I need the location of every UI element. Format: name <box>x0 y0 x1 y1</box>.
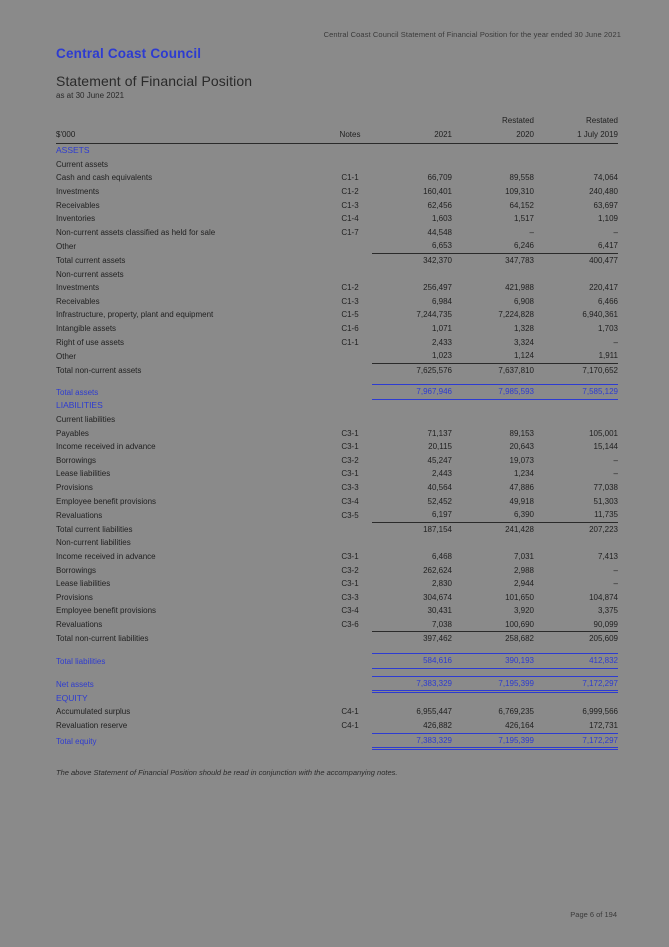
total-current-assets-row: Total current assets 342,370 347,783 400,477 <box>56 253 618 267</box>
table-row: Payables C3-1 71,137 89,153 105,001 <box>56 428 618 438</box>
header-blank-notes <box>328 114 372 128</box>
page-number: Page 6 of 194 <box>570 910 617 919</box>
total-equity-row: Total equity 7,383,329 7,195,399 7,172,297 <box>56 733 618 749</box>
header-notes: Notes <box>339 129 361 139</box>
organisation-name: Central Coast Council <box>56 46 202 61</box>
table-row: Intangible assets C1-6 1,071 1,328 1,703 <box>56 323 618 333</box>
table-row: Infrastructure, property, plant and equipment C1-5 7,244,735 7,224,828 6,940,361 <box>56 310 618 320</box>
total-non-current-liabilities-row: Total non-current liabilities 397,462 258,682 205,609 <box>56 632 618 646</box>
header-units: $'000 <box>56 129 76 139</box>
table-row: Inventories C1-4 1,603 1,517 1,109 <box>56 214 618 224</box>
table-row: Investments C1-2 160,401 109,310 240,480 <box>56 186 618 196</box>
table-header-restated-row <box>56 114 618 128</box>
running-header: Central Coast Council Statement of Financial Position for the year ended 30 June 2021 <box>323 30 621 39</box>
table-row: Income received in advance C3-1 20,115 20,643 15,144 <box>56 442 618 452</box>
net-assets-row: Net assets 7,383,329 7,195,399 7,172,297 <box>56 676 618 692</box>
table-row: Other 6,653 6,246 6,417 <box>56 241 618 251</box>
group-title-current-assets: Current assets <box>56 159 109 169</box>
page-content <box>56 46 618 777</box>
table-row: Borrowings C3-2 45,247 19,073 – <box>56 455 618 465</box>
total-current-liabilities-row: Total current liabilities 187,154 241,428 207,223 <box>56 522 618 536</box>
section-title-equity: EQUITY <box>56 692 88 703</box>
header-blank <box>56 114 328 128</box>
table-row: Investments C1-2 256,497 421,988 220,417 <box>56 283 618 293</box>
financial-position-table <box>56 114 618 750</box>
group-title-non-current-assets: Non-current assets <box>56 269 124 279</box>
table-row: Receivables C1-3 6,984 6,908 6,466 <box>56 296 618 306</box>
group-title-current-liabilities: Current liabilities <box>56 414 116 424</box>
page-title: Statement of Financial Position <box>56 73 253 89</box>
table-row: Revaluations C3-5 6,197 6,390 11,735 <box>56 510 618 520</box>
table-row: Accumulated surplus C4-1 6,955,447 6,769,235 6,999,566 <box>56 707 618 717</box>
footnote: The above Statement of Financial Position should be read in conjunction with the accompanying notes. <box>56 768 398 778</box>
table-row: Employee benefit provisions C3-4 52,452 49,918 51,303 <box>56 496 618 506</box>
total-assets-row: Total assets 7,967,946 7,985,593 7,585,129 <box>56 385 618 400</box>
total-liabilities-row: Total liabilities 584,616 390,193 412,832 <box>56 654 618 669</box>
total-non-current-assets-row: Total non-current assets 7,625,576 7,637,810 7,170,652 <box>56 363 618 377</box>
table-row: Revaluation reserve C4-1 426,882 426,164 172,731 <box>56 720 618 731</box>
section-title-liabilities: LIABILITIES <box>56 400 103 411</box>
group-title-non-current-liabilities: Non-current liabilities <box>56 538 131 548</box>
header-col-2019: 1 July 2019 <box>577 129 618 139</box>
table-row: Provisions C3-3 304,674 101,650 104,874 <box>56 592 618 602</box>
table-row: Borrowings C3-2 262,624 2,988 – <box>56 565 618 575</box>
table-row: Income received in advance C3-1 6,468 7,031 7,413 <box>56 551 618 561</box>
table-header-row <box>56 128 618 142</box>
header-restated-2019: Restated <box>585 116 618 125</box>
section-title-assets: ASSETS <box>56 145 90 156</box>
table-row: Lease liabilities C3-1 2,830 2,944 – <box>56 579 618 589</box>
header-restated-2020: Restated <box>501 116 534 125</box>
table-row: Receivables C1-3 62,456 64,152 63,697 <box>56 200 618 210</box>
table-row: Lease liabilities C3-1 2,443 1,234 – <box>56 469 618 479</box>
header-col-2020: 2020 <box>516 129 534 139</box>
header-blank-col1 <box>372 114 452 128</box>
table-row: Cash and cash equivalents C1-1 66,709 89,558 74,064 <box>56 173 618 183</box>
table-row: Provisions C3-3 40,564 47,886 77,038 <box>56 482 618 492</box>
page-subtitle: as at 30 June 2021 <box>56 91 125 100</box>
header-col-2021: 2021 <box>434 129 452 139</box>
table-row: Employee benefit provisions C3-4 30,431 3,920 3,375 <box>56 606 618 616</box>
table-row: Revaluations C3-6 7,038 100,690 90,099 <box>56 619 618 630</box>
table-row: Other 1,023 1,124 1,911 <box>56 351 618 361</box>
table-row: Right of use assets C1-1 2,433 3,324 – <box>56 337 618 347</box>
table-row: Non-current assets classified as held for sale C1-7 44,548 – – <box>56 227 618 237</box>
